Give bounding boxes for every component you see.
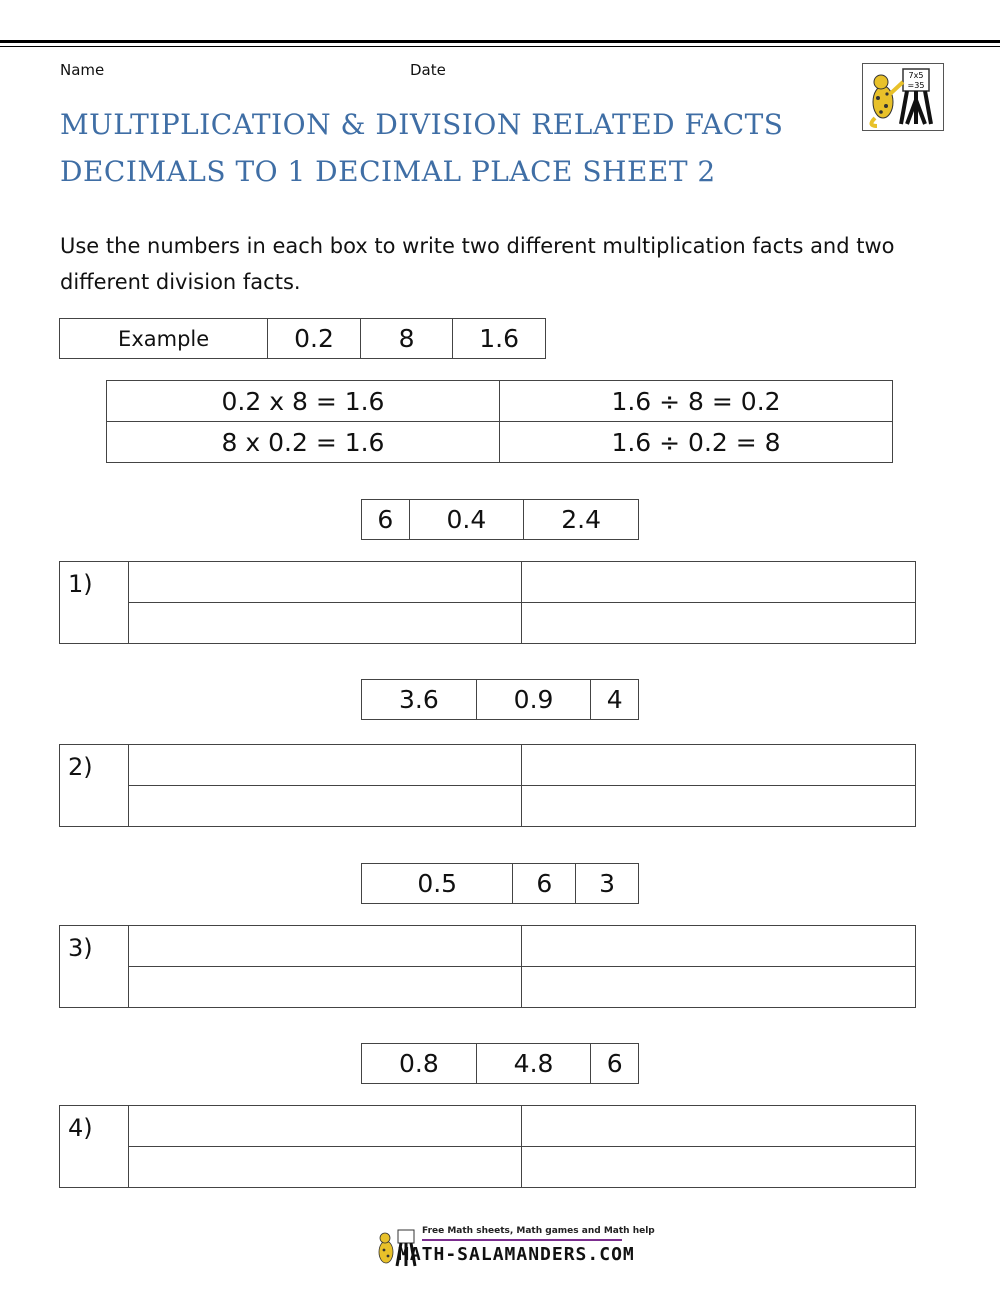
footer-tagline: Free Math sheets, Math games and Math help [422,1226,655,1236]
number-cell: 2.4 [524,500,639,540]
answer-cell[interactable] [128,1106,522,1147]
answer-cell[interactable] [522,1106,916,1147]
date-label: Date [410,61,446,79]
number-cell: 6 [591,1044,639,1084]
question-number: 2) [60,745,129,827]
footer-logo [374,1226,655,1270]
footer-underline [422,1239,622,1241]
example-label: Example [60,319,268,359]
answer-cell[interactable] [128,745,522,786]
answer-cell[interactable] [522,967,916,1008]
question-number: 1) [60,562,129,644]
instructions: Use the numbers in each box to write two different multiplication facts and two different division facts. [60,234,895,294]
answer-table [59,744,916,827]
number-cell: 3.6 [362,680,477,720]
answer-cell[interactable] [522,786,916,827]
example-fact: 1.6 ÷ 8 = 0.2 [500,381,893,422]
answer-cell[interactable] [128,786,522,827]
example-number: 1.6 [453,319,546,359]
answer-cell[interactable] [128,967,522,1008]
answer-table [59,561,916,644]
answer-table [59,925,916,1008]
footer-brand[interactable]: MATH-SALAMANDERS.COM [398,1244,635,1265]
name-label: Name [60,61,105,79]
number-cell: 0.9 [476,680,591,720]
number-cell: 0.8 [362,1044,477,1084]
example-number: 8 [360,319,452,359]
top-rule-thin [0,46,1000,47]
title-line-2: DECIMALS TO 1 DECIMAL PLACE SHEET 2 [60,155,716,188]
number-cell: 0.4 [409,500,524,540]
answer-cell[interactable] [128,603,522,644]
answer-cell[interactable] [128,1147,522,1188]
number-box [361,1043,639,1084]
answer-cell[interactable] [522,1147,916,1188]
answer-cell[interactable] [128,926,522,967]
question-number: 3) [60,926,129,1008]
example-number: 0.2 [268,319,361,359]
example-number-box [59,318,546,359]
answer-cell[interactable] [522,603,916,644]
answer-cell[interactable] [522,562,916,603]
number-cell: 6 [513,864,576,904]
top-rule [0,40,1000,43]
answer-cell[interactable] [522,926,916,967]
answer-cell[interactable] [128,562,522,603]
example-fact: 1.6 ÷ 0.2 = 8 [500,422,893,463]
number-cell: 4 [591,680,639,720]
number-box [361,679,639,720]
number-box [361,863,639,904]
salamander-logo [862,63,944,131]
example-fact: 0.2 x 8 = 1.6 [107,381,500,422]
number-cell: 3 [576,864,639,904]
number-cell: 6 [362,500,410,540]
number-cell: 0.5 [362,864,513,904]
title-line-1: MULTIPLICATION & DIVISION RELATED FACTS [60,108,784,141]
svg-text:7x5: 7x5 [908,71,924,80]
example-facts-table [106,380,893,463]
answer-table [59,1105,916,1188]
question-number: 4) [60,1106,129,1188]
number-box [361,499,639,540]
answer-cell[interactable] [522,745,916,786]
example-fact: 8 x 0.2 = 1.6 [107,422,500,463]
number-cell: 4.8 [476,1044,591,1084]
svg-text:=35: =35 [907,81,925,90]
